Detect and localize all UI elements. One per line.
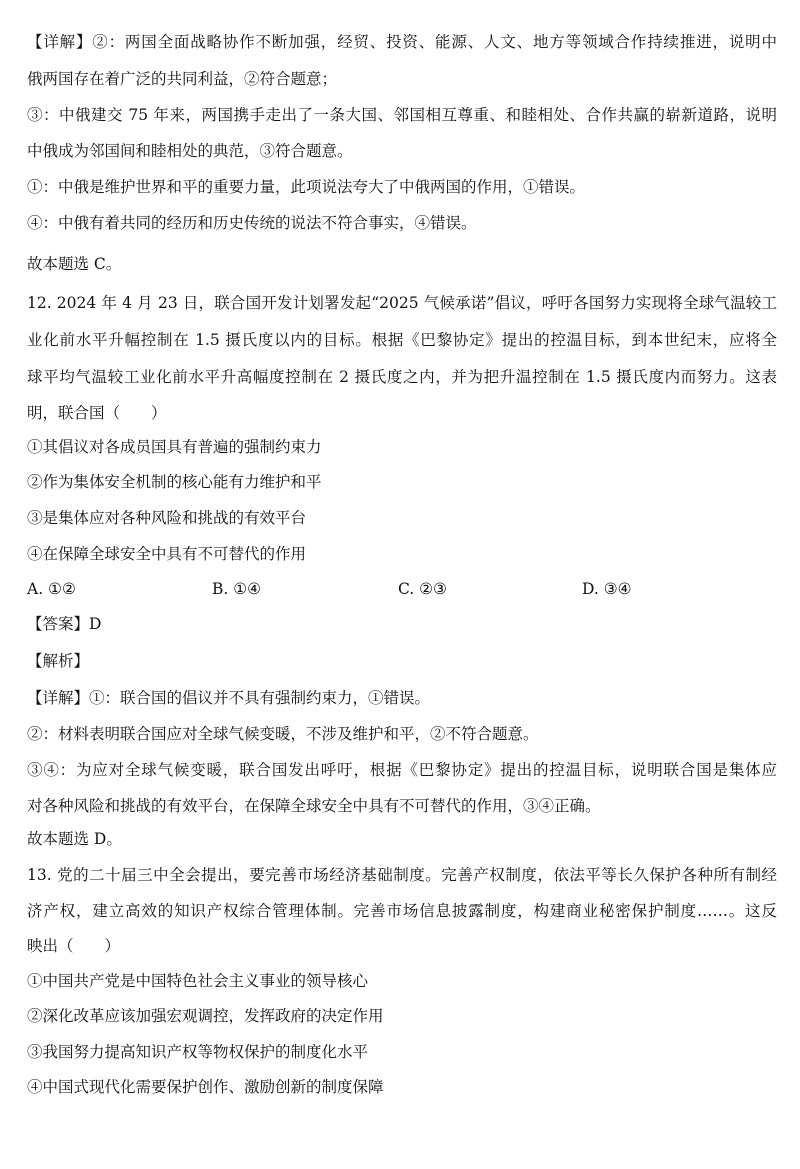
q12-stem-line-3: 球平均气温较工业化前水平升高幅度控制在 2 摄氏度之内，并为把升温控制在 1.5 摄氏度内而努力。这表 xyxy=(27,368,777,386)
q12-detail-line-3: ③④：为应对全球气候变暖，联合国发出呼吁，根据《巴黎协定》提出的控温目标，说明联合国是集体应 xyxy=(27,761,777,779)
q13-statement-3: ③我国努力提高知识产权等物权保护的制度化水平 xyxy=(27,1043,369,1061)
q12-statement-4: ④在保障全球安全中具有不可替代的作用 xyxy=(27,545,307,563)
q12-detail-line-1: 【详解】①：联合国的倡议并不具有强制约束力，①错误。 xyxy=(27,689,431,707)
q13-statement-4: ④中国式现代化需要保护创作、激励创新的制度保障 xyxy=(27,1078,384,1096)
q11-detail-line-5: ①：中俄是维护世界和平的重要力量，此项说法夸大了中俄两国的作用，①错误。 xyxy=(27,178,586,196)
q12-answer: 【答案】D xyxy=(27,615,102,633)
q13-stem-line-3: 映出（ ） xyxy=(27,937,121,955)
q12-option-d: D. ③④ xyxy=(582,580,632,598)
q11-detail-line-1: 【详解】②：两国全面战略协作不断加强，经贸、投资、能源、人文、地方等领域合作持续推进，说明中 xyxy=(27,33,777,51)
q12-option-c: C. ②③ xyxy=(398,580,447,598)
q11-detail-line-3: ③：中俄建交 75 年来，两国携手走出了一条大国、邻国相互尊重、和睦相处、合作共赢的崭新道路，说明 xyxy=(27,106,777,124)
q12-detail-line-4: 对各种风险和挑战的有效平台，在保障全球安全中具有不可替代的作用，③④正确。 xyxy=(27,797,601,815)
q11-detail-line-6: ④：中俄有着共同的经历和历史传统的说法不符合事实，④错误。 xyxy=(27,214,477,232)
q12-statement-3: ③是集体应对各种风险和挑战的有效平台 xyxy=(27,509,307,527)
q12-option-b: B. ①④ xyxy=(212,580,262,598)
q11-conclusion: 故本题选 C。 xyxy=(27,255,122,273)
q13-statement-1: ①中国共产党是中国特色社会主义事业的领导核心 xyxy=(27,972,369,990)
q12-statement-1: ①其倡议对各成员国具有普遍的强制约束力 xyxy=(27,438,322,456)
q12-option-a: A. ①② xyxy=(27,580,76,598)
q13-stem-line-1: 13. 党的二十届三中全会提出，要完善市场经济基础制度。完善产权制度，依法平等长久保护各种所有制经 xyxy=(27,866,777,884)
q12-conclusion: 故本题选 D。 xyxy=(27,830,122,848)
q12-stem-line-4: 明，联合国（ ） xyxy=(27,404,167,422)
q11-detail-line-4: 中俄成为邻国间和睦相处的典范，③符合题意。 xyxy=(27,142,353,160)
q12-stem-line-2: 业化前水平升幅控制在 1.5 摄氏度以内的目标。根据《巴黎协定》提出的控温目标，到本世纪末，应将全 xyxy=(27,331,777,349)
q12-statement-2: ②作为集体安全机制的核心能有力维护和平 xyxy=(27,473,322,491)
q11-detail-line-2: 俄两国存在着广泛的共同利益，②符合题意； xyxy=(27,70,338,88)
q12-analysis-label: 【解析】 xyxy=(27,652,90,670)
q13-stem-line-2: 济产权，建立高效的知识产权综合管理体制。完善市场信息披露制度，构建商业秘密保护制度……。这反 xyxy=(27,902,777,920)
q12-stem-line-1: 12. 2024 年 4 月 23 日，联合国开发计划署发起“2025 气候承诺”倡议，呼吁各国努力实现将全球气温较工 xyxy=(27,294,777,312)
q12-detail-line-2: ②：材料表明联合国应对全球气候变暖，不涉及维护和平，②不符合题意。 xyxy=(27,725,539,743)
q13-statement-2: ②深化改革应该加强宏观调控，发挥政府的决定作用 xyxy=(27,1007,384,1025)
